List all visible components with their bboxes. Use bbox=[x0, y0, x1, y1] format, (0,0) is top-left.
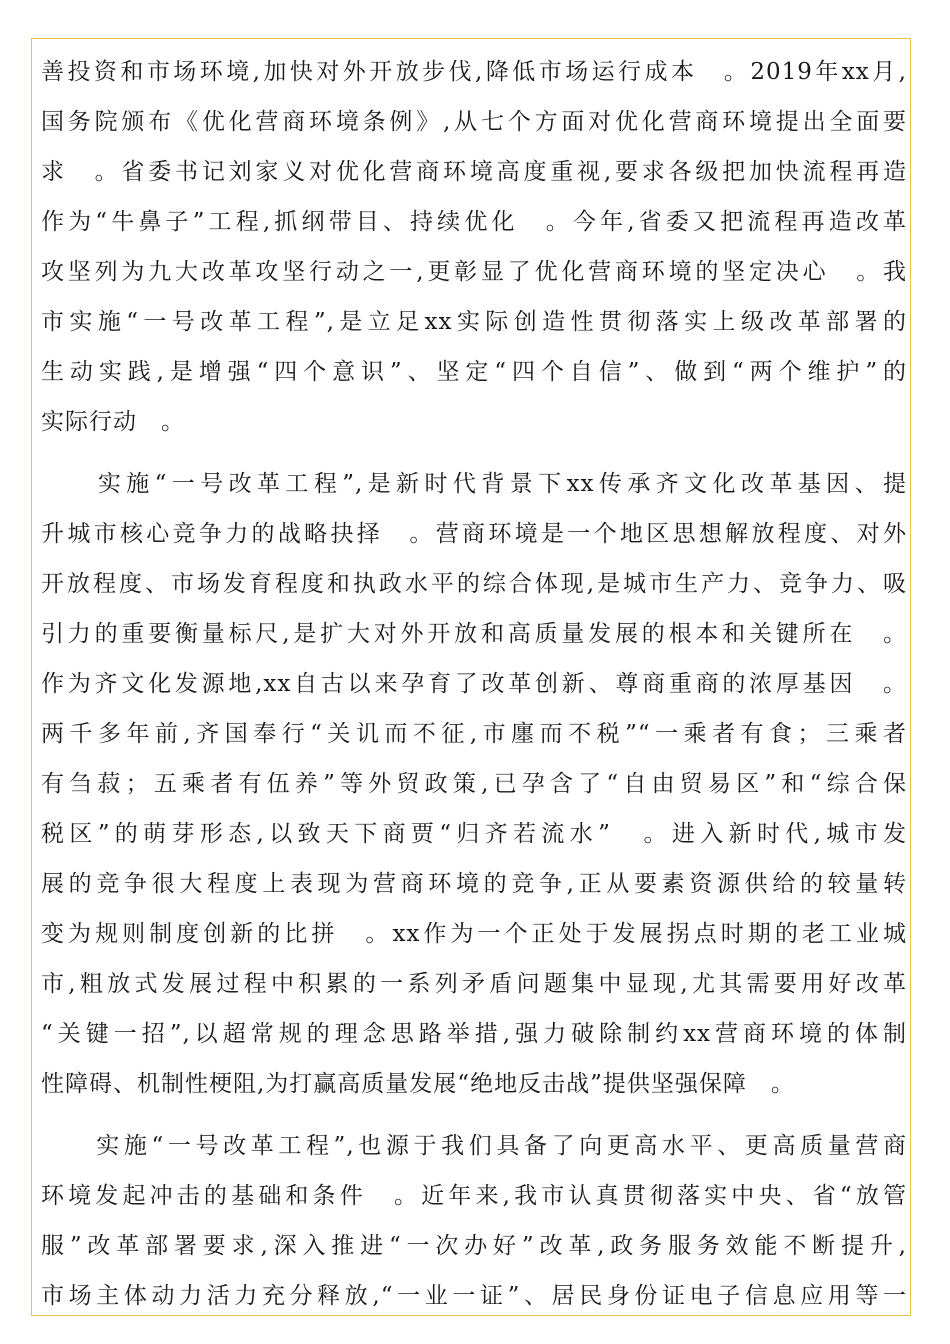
text-line: 两千多年前,齐国奉行“关讥而不征,市廛而不税”“一乘者有食；三乘者 bbox=[41, 721, 907, 747]
text-line: 作为“牛鼻子”工程,抓纲带目、持续优化 。今年,省委又把流程再造改革 bbox=[41, 209, 907, 235]
text-line: 变为规则制度创新的比拼 。xx作为一个正处于发展拐点时期的老工业城 bbox=[41, 921, 907, 947]
paragraph-2 bbox=[41, 459, 907, 1109]
text-line: 市实施“一号改革工程”,是立足xx实际创造性贯彻落实上级改革部署的 bbox=[41, 309, 907, 335]
document-body bbox=[41, 47, 907, 1316]
text-line: 市场主体动力活力充分释放,“一业一证”、居民身份证电子信息应用等一 bbox=[41, 1283, 907, 1309]
text-line: 有刍菽；五乘者有伍养”等外贸政策,已孕含了“自由贸易区”和“综合保 bbox=[41, 771, 907, 797]
text-line: 善投资和市场环境,加快对外开放步伐,降低市场运行成本 。2019年xx月, bbox=[41, 59, 907, 85]
paragraph-gap bbox=[41, 1109, 907, 1121]
paragraph-3 bbox=[41, 1121, 907, 1316]
text-line: 开放程度、市场发育程度和执政水平的综合体现,是城市生产力、竞争力、吸 bbox=[41, 571, 907, 597]
text-line: 国务院颁布《优化营商环境条例》,从七个方面对优化营商环境提出全面要 bbox=[41, 109, 907, 135]
text-line: 升城市核心竞争力的战略抉择 。营商环境是一个地区思想解放程度、对外 bbox=[41, 521, 907, 547]
text-line: 攻坚列为九大改革攻坚行动之一,更彰显了优化营商环境的坚定决心 。我 bbox=[41, 259, 907, 285]
paragraph-1 bbox=[41, 47, 907, 447]
text-line: 实施“一号改革工程”,是新时代背景下xx传承齐文化改革基因、提 bbox=[41, 471, 907, 497]
text-line: “关键一招”,以超常规的理念思路举措,强力破除制约xx营商环境的体制 bbox=[41, 1021, 907, 1047]
paragraph-gap bbox=[41, 447, 907, 459]
text-line: 作为齐文化发源地,xx自古以来孕育了改革创新、尊商重商的浓厚基因 。 bbox=[41, 671, 907, 697]
text-line: 性障碍、机制性梗阻,为打赢高质量发展“绝地反击战”提供坚强保障 。 bbox=[41, 1071, 795, 1097]
text-line: 实施“一号改革工程”,也源于我们具备了向更高水平、更高质量营商 bbox=[41, 1133, 907, 1159]
text-line: 引力的重要衡量标尺,是扩大对外开放和高质量发展的根本和关键所在 。 bbox=[41, 621, 907, 647]
text-line: 服”改革部署要求,深入推进“一次办好”改革,政务服务效能不断提升, bbox=[41, 1233, 907, 1259]
text-line: 实际行动 。 bbox=[41, 409, 185, 435]
page-border bbox=[31, 38, 911, 1316]
text-line: 环境发起冲击的基础和条件 。近年来,我市认真贯彻落实中央、省“放管 bbox=[41, 1183, 907, 1209]
text-line: 生动实践,是增强“四个意识”、坚定“四个自信”、做到“两个维护”的 bbox=[41, 359, 907, 385]
text-line: 市,粗放式发展过程中积累的一系列矛盾问题集中显现,尤其需要用好改革 bbox=[41, 971, 907, 997]
text-line: 展的竞争很大程度上表现为营商环境的竞争,正从要素资源供给的较量转 bbox=[41, 871, 907, 897]
text-line: 求 。省委书记刘家义对优化营商环境高度重视,要求各级把加快流程再造 bbox=[41, 159, 907, 185]
text-line: 税区”的萌芽形态,以致天下商贾“归齐若流水” 。进入新时代,城市发 bbox=[41, 821, 907, 847]
